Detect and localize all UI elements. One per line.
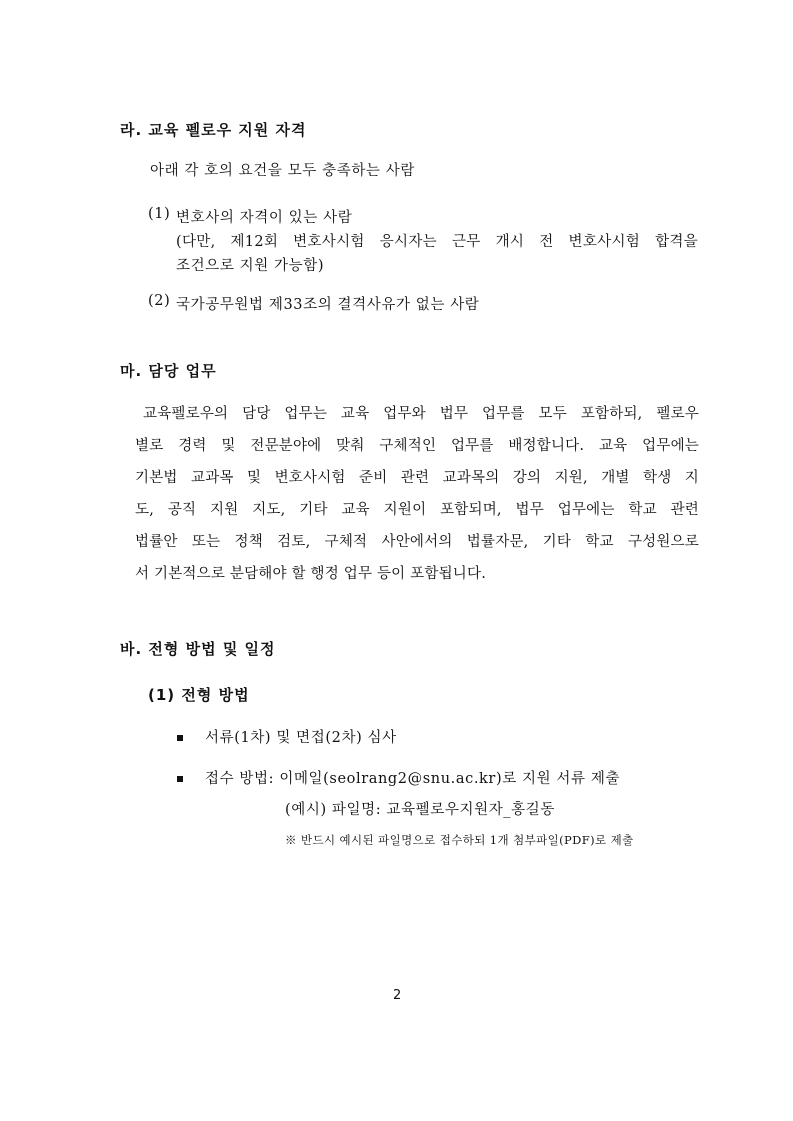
duties-paragraph-line: 법률안 또는 정책 검토, 구체적 사안에서의 법률자문, 기타 학교 구성원으로 <box>135 534 699 550</box>
filename-example: (예시) 파일명: 교육펠로우지원자_홍길동 <box>285 802 555 818</box>
selection-method-subheading: (1) 전형 방법 <box>148 686 250 704</box>
section-ma-heading: 마. 담당 업무 <box>120 362 217 380</box>
section-ba-heading: 바. 전형 방법 및 일정 <box>120 640 276 658</box>
duties-paragraph-line: 도, 공직 지원 지도, 기타 교육 지원이 포함되며, 법무 업무에는 학교 관련 <box>135 502 699 518</box>
duties-paragraph-line: 서 기본적으로 분담해야 할 행정 업무 등이 포함됩니다. <box>135 566 487 582</box>
duties-paragraph-line: 교육펠로우의 담당 업무는 교육 업무와 법무 업무를 모두 포함하되, 펠로우 <box>143 406 699 422</box>
bullet-2-text: 접수 방법: 이메일(seolrang2@snu.ac.kr)로 지원 서류 제출 <box>205 771 621 787</box>
item-1-label: (1) <box>148 206 171 222</box>
section-ra-intro: 아래 각 호의 요건을 모두 충족하는 사람 <box>150 163 415 179</box>
bullet-square-icon <box>177 776 183 782</box>
item-2-text: 국가공무원법 제33조의 결격사유가 없는 사람 <box>176 297 480 313</box>
duties-paragraph-line: 별로 경력 및 전문분야에 맞춰 구체적인 업무를 배정합니다. 교육 업무에는 <box>135 438 699 454</box>
item-1-note-line-2: 조건으로 지원 가능함) <box>176 258 325 274</box>
page-number: 2 <box>393 988 402 1003</box>
bullet-1-text: 서류(1차) 및 면접(2차) 심사 <box>205 730 397 746</box>
item-1-note-line-1: (다만, 제12회 변호사시험 응시자는 근무 개시 전 변호사시험 합격을 <box>176 234 698 250</box>
section-ra-heading: 라. 교육 펠로우 지원 자격 <box>120 121 307 139</box>
duties-paragraph-line: 기본법 교과목 및 변호사시험 준비 관련 교과목의 강의 지원, 개별 학생 지 <box>135 470 699 486</box>
item-1-text: 변호사의 자격이 있는 사람 <box>176 210 353 226</box>
item-2-label: (2) <box>148 293 171 309</box>
bullet-square-icon <box>177 735 183 741</box>
submission-notice: ※ 반드시 예시된 파일명으로 접수하되 1개 첨부파일(PDF)로 제출 <box>285 833 634 847</box>
